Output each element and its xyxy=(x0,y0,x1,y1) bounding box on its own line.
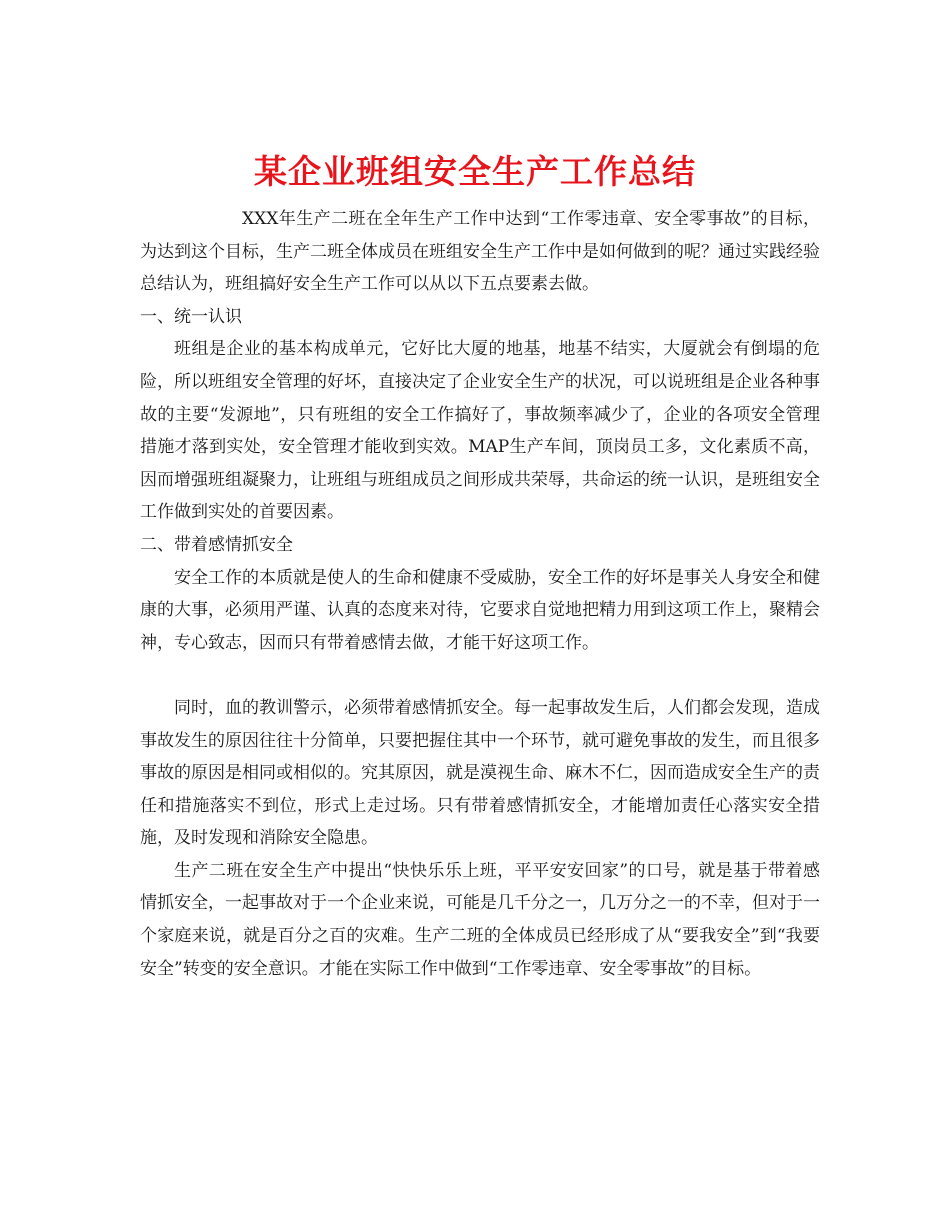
section-2-paragraph-3: 生产二班在安全生产中提出“快快乐乐上班，平平安安回家”的口号，就是基于带着感情抓安全，一起事故对于一个企业来说，可能是几千分之一，几万分之一的不幸，但对于一个家庭来说，就是百分之百的灾难。生产二班的全体成员已经形成了从“要我安全”到“我要安全”转变的安全意识。才能在实际工作中做到“工作零违章、安全零事故”的目标。 xyxy=(140,860,820,979)
section-2-paragraph-2: 同时，血的教训警示，必须带着感情抓安全。每一起事故发生后，人们都会发现，造成事故发生的原因往往十分简单，只要把握住其中一个环节，就可避免事故的发生，而且很多事故的原因是相同或相似的。究其原因，就是漠视生命、麻木不仁，因而造成安全生产的责任和措施落实不到位，形式上走过场。只有带着感情抓安全，才能增加责任心落实安全措施，及时发现和消除安全隐患。 xyxy=(140,697,820,849)
section-heading-1: 一、统一认识 xyxy=(140,306,242,327)
section-1-paragraph-1: 班组是企业的基本构成单元，它好比大厦的地基，地基不结实，大厦就会有倒塌的危险，所以班组安全管理的好坏，直接决定了企业安全生产的状况，可以说班组是企业各种事故的主要“发源地”，只有班组的安全工作搞好了，事故频率减少了，企业的各项安全管理措施才落到实处，安全管理才能收到实效。MAP生产车间，顶岗员工多，文化素质不高，因而增强班组凝聚力，让班组与班组成员之间形成共荣辱，共命运的统一认识，是班组安全工作做到实处的首要因素。 xyxy=(140,339,820,523)
document-title: 某企业班组安全生产工作总结 xyxy=(254,152,696,192)
intro-paragraph: XXX年生产二班在全年生产工作中达到“工作零违章、安全零事故”的目标，为达到这个目标，生产二班全体成员在班组安全生产工作中是如何做到的呢？通过实践经验总结认为，班组搞好安全生产工作可以从以下五点要素去做。 xyxy=(140,209,820,295)
section-heading-2: 二、带着感情抓安全 xyxy=(140,534,293,555)
section-2-paragraph-1: 安全工作的本质就是使人的生命和健康不受威胁，安全工作的好坏是事关人身安全和健康的大事，必须用严谨、认真的态度来对待，它要求自觉地把精力用到这项工作上，聚精会神，专心致志，因而只有带着感情去做，才能干好这项工作。 xyxy=(140,567,820,653)
document-body xyxy=(140,203,820,985)
